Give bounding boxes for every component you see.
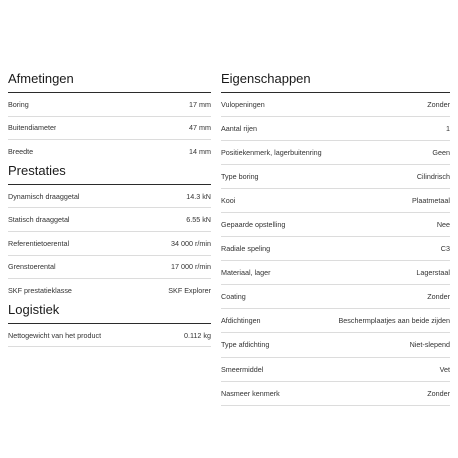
section-afmetingen xyxy=(8,66,211,163)
spec-row-positiekenmerk xyxy=(221,141,450,165)
spec-label: Type boring xyxy=(221,172,259,182)
spec-value: Cilindrisch xyxy=(416,172,450,182)
spec-row-nasmeer-kenmerk xyxy=(221,382,450,406)
spec-label: Boring xyxy=(8,99,29,109)
spec-label: Radiale speling xyxy=(221,244,271,254)
spec-row-materiaal-lager xyxy=(221,261,450,285)
spec-value: 0.112 kg xyxy=(183,330,211,340)
spec-label: Nasmeer kenmerk xyxy=(221,388,280,398)
spec-label: Referentietoerental xyxy=(8,238,70,248)
spec-row-type-boring xyxy=(221,165,450,189)
spec-value: Plaatmetaal xyxy=(412,196,450,206)
spec-row-gepaarde-opstelling xyxy=(221,213,450,237)
spec-row-buitendiameter xyxy=(8,117,211,141)
left-column xyxy=(8,66,211,347)
spec-value: 14.3 kN xyxy=(186,191,211,201)
spec-value: Beschermplaatjes aan beide zijden xyxy=(338,316,450,326)
spec-row-coating xyxy=(221,285,450,309)
spec-label: Statisch draaggetal xyxy=(8,215,70,225)
spec-row-smeermiddel xyxy=(221,358,450,382)
right-column xyxy=(221,66,450,406)
spec-label: Vulopeningen xyxy=(221,100,265,110)
section-eigenschappen xyxy=(221,66,450,406)
spec-label: Nettogewicht van het product xyxy=(8,330,102,340)
spec-value: 6.55 kN xyxy=(186,215,211,225)
spec-value: Vet xyxy=(439,364,450,374)
section-title-eigenschappen: Eigenschappen xyxy=(221,66,450,93)
spec-label: Coating xyxy=(221,292,246,302)
spec-value: Zonder xyxy=(427,292,450,302)
spec-label: Kooi xyxy=(221,196,236,206)
section-title-logistiek: Logistiek xyxy=(8,297,211,324)
spec-label: Materiaal, lager xyxy=(221,268,271,278)
spec-value: Geen xyxy=(432,148,450,158)
section-title-prestaties: Prestaties xyxy=(8,158,211,185)
spec-row-grenstoerental xyxy=(8,256,211,280)
spec-value: 17 000 r/min xyxy=(171,262,211,272)
spec-value: C3 xyxy=(440,244,450,254)
spec-label: Gepaarde opstelling xyxy=(221,220,286,230)
spec-value: 17 mm xyxy=(189,99,211,109)
spec-row-nettogewicht xyxy=(8,324,211,348)
spec-label: SKF prestatieklasse xyxy=(8,285,72,295)
spec-row-type-afdichting xyxy=(221,333,450,357)
spec-value: SKF Explorer xyxy=(168,285,211,295)
spec-label: Afdichtingen xyxy=(221,316,261,326)
section-logistiek xyxy=(8,297,211,348)
spec-value: Zonder xyxy=(427,100,450,110)
spec-label: Buitendiameter xyxy=(8,123,57,133)
spec-label: Positiekenmerk, lagerbuitenring xyxy=(221,148,322,158)
spec-value: 14 mm xyxy=(189,146,211,156)
spec-label: Dynamisch draaggetal xyxy=(8,191,80,201)
spec-row-vulopeningen xyxy=(221,93,450,117)
section-prestaties xyxy=(8,158,211,302)
spec-row-kooi xyxy=(221,189,450,213)
spec-label: Grenstoerental xyxy=(8,262,56,272)
spec-value: 1 xyxy=(446,124,450,134)
spec-label: Breedte xyxy=(8,146,34,156)
spec-row-radiale-speling xyxy=(221,237,450,261)
spec-row-afdichtingen xyxy=(221,309,450,333)
spec-row-dynamisch-draaggetal xyxy=(8,185,211,209)
section-title-afmetingen: Afmetingen xyxy=(8,66,211,93)
spec-value: 47 mm xyxy=(189,123,211,133)
spec-value: Zonder xyxy=(427,388,450,398)
spec-label: Aantal rijen xyxy=(221,124,257,134)
spec-label: Smeermiddel xyxy=(221,364,264,374)
spec-label: Type afdichting xyxy=(221,340,270,350)
spec-value: Lagerstaal xyxy=(416,268,450,278)
spec-row-referentietoerental xyxy=(8,232,211,256)
spec-row-aantal-rijen xyxy=(221,117,450,141)
spec-row-boring xyxy=(8,93,211,117)
spec-value: Niet-slepend xyxy=(409,340,450,350)
spec-value: Nee xyxy=(436,220,450,230)
spec-value: 34 000 r/min xyxy=(171,238,211,248)
spec-row-statisch-draaggetal xyxy=(8,208,211,232)
